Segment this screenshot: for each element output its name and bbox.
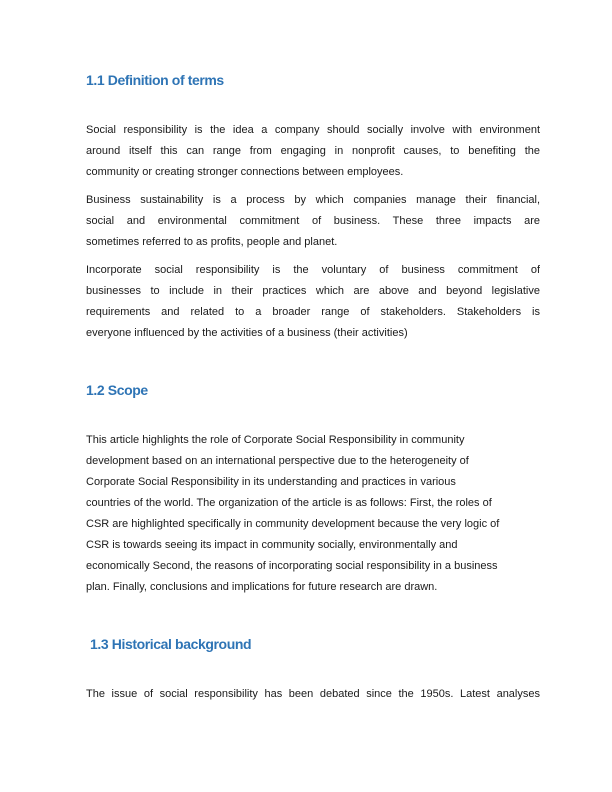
paragraph-historical-background bbox=[86, 684, 540, 705]
text-line: social and environmental commitment of business. These three impacts are bbox=[86, 215, 540, 227]
heading-historical-background: 1.3 Historical background bbox=[90, 636, 252, 652]
paragraph-incorporate-social-responsibility bbox=[86, 260, 540, 344]
text-line: Business sustainability is a process by which companies manage their financial, bbox=[86, 194, 540, 206]
text-line: plan. Finally, conclusions and implications for future research are drawn. bbox=[86, 581, 438, 593]
heading-scope: 1.2 Scope bbox=[86, 382, 148, 398]
text-line: Incorporate social responsibility is the voluntary of business commitment of bbox=[86, 264, 540, 276]
heading-definition-of-terms: 1.1 Definition of terms bbox=[86, 72, 224, 88]
text-line: countries of the world. The organization of the article is as follows: First, the roles of bbox=[86, 497, 492, 509]
text-line: development based on an international perspective due to the heterogeneity of bbox=[86, 455, 469, 467]
text-line: businesses to include in their practices which are above and beyond legislative bbox=[86, 285, 540, 297]
text-line: CSR are highlighted specifically in community development because the very logic of bbox=[86, 518, 500, 530]
text-line: CSR is towards seeing its impact in community socially, environmentally and bbox=[86, 539, 458, 551]
paragraph-business-sustainability bbox=[86, 190, 540, 253]
text-line: The issue of social responsibility has been debated since the 1950s. Latest analyses bbox=[86, 688, 540, 700]
text-line: sometimes referred to as profits, people and planet. bbox=[86, 236, 338, 248]
text-line: community or creating stronger connections between employees. bbox=[86, 166, 404, 178]
paragraph-scope bbox=[86, 430, 540, 598]
text-line: around itself this can range from engaging in nonprofit causes, to benefiting the bbox=[86, 145, 540, 157]
paragraph-social-responsibility bbox=[86, 120, 540, 183]
text-line: Corporate Social Responsibility in its understanding and practices in various bbox=[86, 476, 456, 488]
text-line: economically Second, the reasons of incorporating social responsibility in a business bbox=[86, 560, 498, 572]
text-line: requirements and related to a broader range of stakeholders. Stakeholders is bbox=[86, 306, 540, 318]
text-line: everyone influenced by the activities of a business (their activities) bbox=[86, 327, 408, 339]
text-line: This article highlights the role of Corporate Social Responsibility in community bbox=[86, 434, 465, 446]
text-line: Social responsibility is the idea a company should socially involve with environment bbox=[86, 124, 540, 136]
